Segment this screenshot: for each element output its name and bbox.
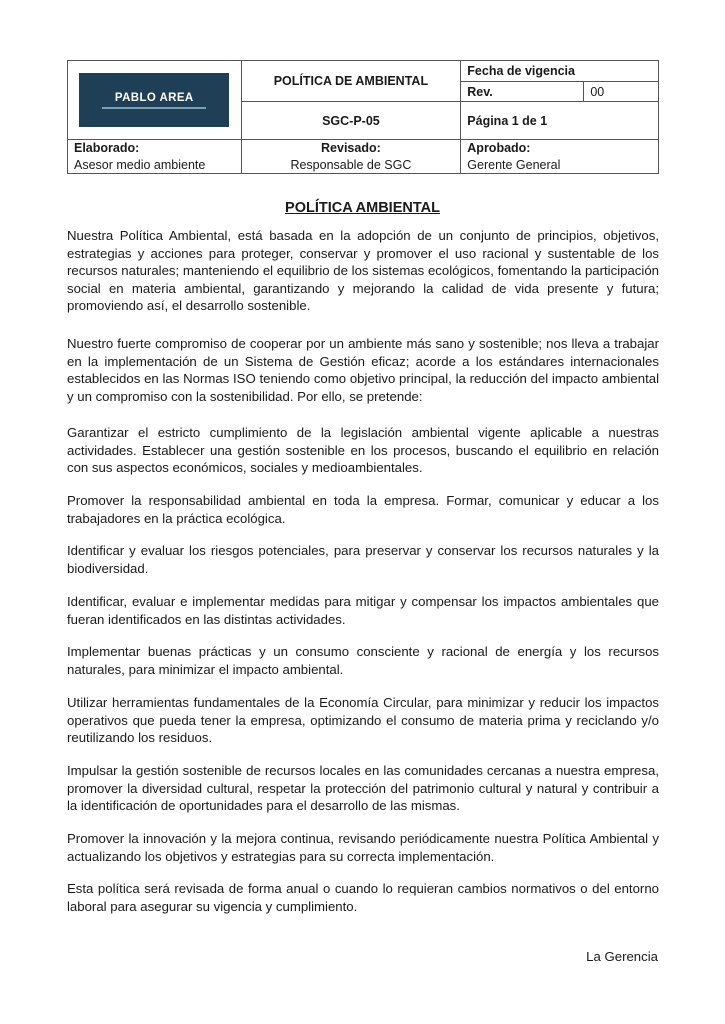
- validity-label: Fecha de vigencia: [461, 61, 659, 82]
- logo-wordmark: PABLO AREA: [114, 91, 194, 104]
- paragraph-innovation: Promover la innovación y la mejora continua, revisando periódicamente nuestra Política Ambiental y actualizando los objetivos y estrategias para su correcta implementación.: [67, 831, 659, 864]
- paragraph-practices: Implementar buenas prácticas y un consumo consciente y racional de energía y los recursos naturales, para minimizar el impacto ambiental.: [67, 644, 659, 677]
- approved-label: Aprobado:: [461, 140, 659, 157]
- reviewed-label: Revisado:: [241, 140, 461, 157]
- paragraph-responsibility: Promover la responsabilidad ambiental en toda la empresa. Formar, comunicar y educar a los trabajadores en la práctica ecológica.: [67, 493, 659, 526]
- paragraph-commitment: Nuestro fuerte compromiso de cooperar por un ambiente más sano y sostenible; nos lleva a trabajar en la implementación de un Sistema de Gestión eficaz; acorde a los estándares internacionales establecidos en las Normas ISO teniendo como objetivo principal, la reducción del impacto ambiental y un compromiso con la sostenibilidad. Por ello, se pretende:: [67, 336, 659, 404]
- prepared-label: Elaborado:: [68, 140, 242, 157]
- policy-title: POLÍTICA AMBIENTAL: [285, 200, 440, 216]
- rev-value: 00: [584, 82, 659, 102]
- prepared-value: Asesor medio ambiente: [68, 157, 242, 174]
- document-title-cell: POLÍTICA DE AMBIENTAL: [241, 61, 461, 102]
- logo-underline: [102, 107, 206, 109]
- signature: La Gerencia: [586, 949, 658, 964]
- company-logo: [79, 73, 229, 127]
- page-number: Página 1 de 1: [461, 102, 659, 140]
- paragraph-legislation: Garantizar el estricto cumplimiento de la legislación ambiental vigente aplicable a nuestras actividades. Establecer una gestión sostenible en los procesos, buscando el equilibrio en relación con sus aspectos económicos, sociales y medioambientales.: [67, 425, 659, 476]
- paragraph-review: Esta política será revisada de forma anual o cuando lo requieran cambios normativos o del entorno laboral para asegurar su vigencia y cumplimiento.: [67, 881, 659, 914]
- rev-label: Rev.: [461, 82, 584, 102]
- reviewed-value: Responsable de SGC: [241, 157, 461, 174]
- paragraph-intro: Nuestra Política Ambiental, está basada en la adopción de un conjunto de principios, objetivos, estrategias y acciones para proteger, conservar y promover el uso racional y sustentable de los recursos naturales; manteniendo el equilibrio de los sistemas ecológicos, fomentando la participación social en materia ambiental, garantizando y mejorando la calidad de vida presente y futura; promoviendo así, el desarrollo sostenible.: [67, 228, 659, 314]
- document-header-table: [67, 60, 659, 174]
- paragraph-risks: Identificar y evaluar los riesgos potenciales, para preservar y conservar los recursos naturales y la biodiversidad.: [67, 543, 659, 576]
- paragraph-local-resources: Impulsar la gestión sostenible de recursos locales en las comunidades cercanas a nuestra empresa, promover la diversidad cultural, respetar la protección del patrimonio cultural y natural y contribuir a la identificación de oportunidades para el desarrollo de las mismas.: [67, 763, 659, 814]
- paragraph-circular-economy: Utilizar herramientas fundamentales de la Economía Circular, para minimizar y reducir los impactos operativos que pueda tener la empresa, optimizando el consumo de materia prima y reciclando y/o reutilizando los residuos.: [67, 695, 659, 746]
- approved-value: Gerente General: [461, 157, 659, 174]
- paragraph-mitigation: Identificar, evaluar e implementar medidas para mitigar y compensar los impactos ambientales que fueran identificados en las distintas actividades.: [67, 594, 659, 627]
- document-code: SGC-P-05: [241, 102, 461, 140]
- logo-cell: [68, 61, 242, 140]
